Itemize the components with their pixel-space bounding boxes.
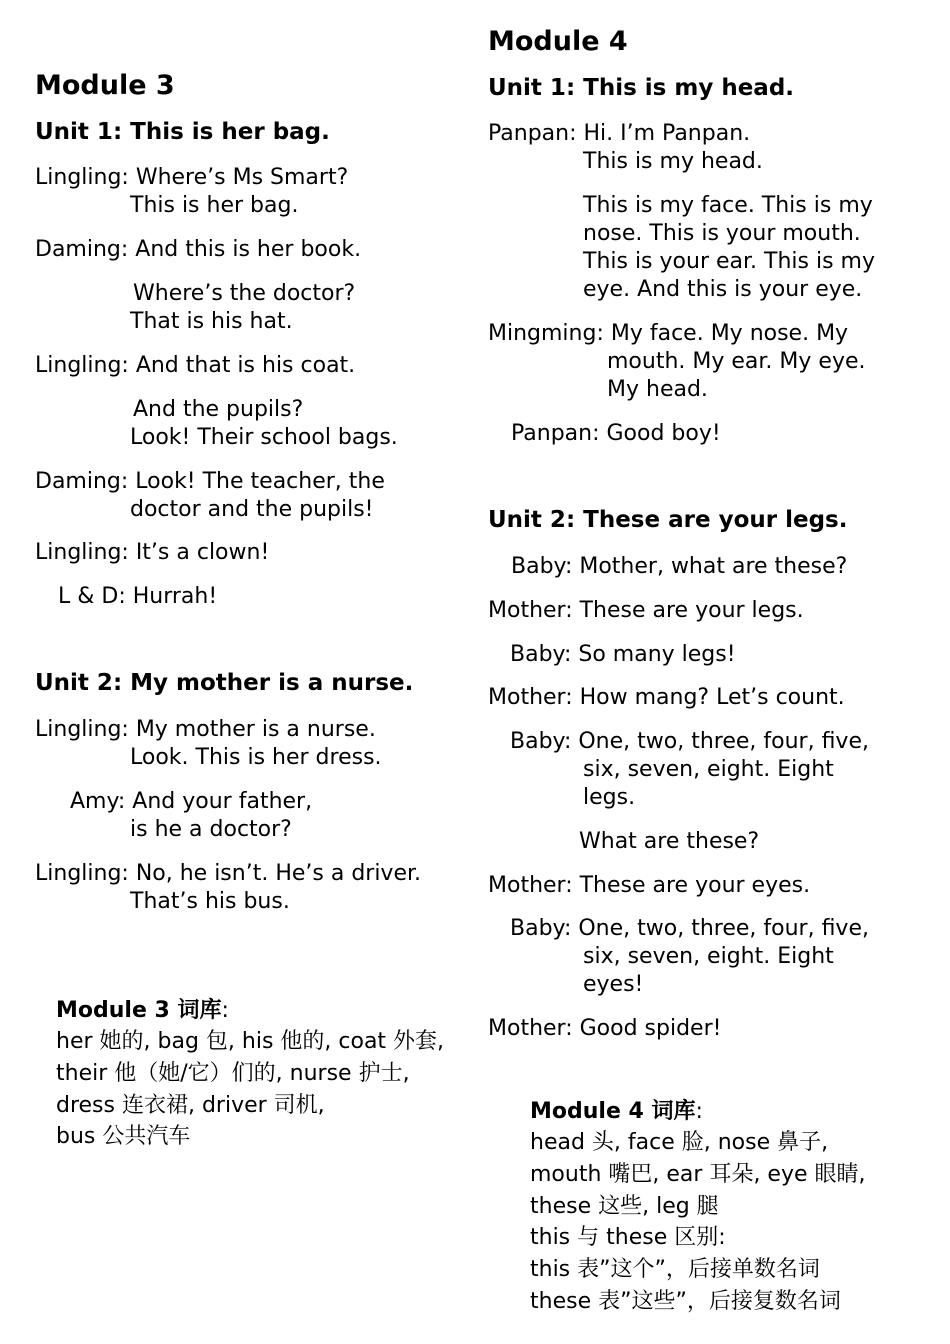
m3-u2-line: Lingling: My mother is a nurse. <box>35 717 376 742</box>
m3-unit2-title: Unit 2: My mother is a nurse. <box>35 670 414 696</box>
m4-u2-line: Baby: One, two, three, four, five, <box>510 729 869 754</box>
m3-u2-line: Look. This is her dress. <box>130 745 382 770</box>
m4-u2-line: Baby: One, two, three, four, five, <box>510 916 869 941</box>
m3-u1-line: This is her bag. <box>130 193 299 218</box>
m4-u2-line: Baby: Mother, what are these? <box>511 554 848 579</box>
m4-vocab-line: this 与 these 区别: <box>530 1225 726 1250</box>
m4-u2-line: Mother: How mang? Let’s count. <box>488 685 845 710</box>
m3-u1-line: And the pupils? <box>133 397 304 422</box>
m4-u2-line: What are these? <box>579 829 760 854</box>
m3-u1-line: Look! Their school bags. <box>130 425 398 450</box>
m4-u1-line: nose. This is your mouth. <box>583 221 861 246</box>
m4-u1-line: Panpan: Hi. I’m Panpan. <box>488 121 751 146</box>
m3-u1-line: Where’s the doctor? <box>133 281 356 306</box>
m4-u1-line: Panpan: Good boy! <box>511 421 721 446</box>
m4-u1-line: This is my face. This is my <box>583 193 873 218</box>
m4-unit2-title: Unit 2: These are your legs. <box>488 507 848 533</box>
m3-u2-line: Amy: And your father, <box>70 789 313 814</box>
m3-u1-line: Lingling: Where’s Ms Smart? <box>35 165 349 190</box>
m3-vocab-line: dress 连衣裙, driver 司机, <box>56 1093 325 1118</box>
m4-u2-line: Mother: These are your legs. <box>488 598 804 623</box>
m4-unit1-title: Unit 1: This is my head. <box>488 75 795 101</box>
m3-u2-line: Lingling: No, he isn’t. He’s a driver. <box>35 861 422 886</box>
m3-u2-line: That’s his bus. <box>130 889 290 914</box>
m4-u1-line: Mingming: My face. My nose. My <box>488 321 849 346</box>
m4-vocab-line: mouth 嘴巴, ear 耳朵, eye 眼睛, <box>530 1162 866 1187</box>
m4-vocab-heading <box>530 1096 703 1128</box>
m3-vocab-heading <box>56 995 229 1027</box>
m4-vocab-heading-text: Module 4 词库 <box>530 1099 696 1124</box>
m3-unit1-title: Unit 1: This is her bag. <box>35 119 330 145</box>
m3-vocab-line: her 她的, bag 包, his 他的, coat 外套, <box>56 1029 445 1054</box>
m3-u1-line: Lingling: It’s a clown! <box>35 540 270 565</box>
module4-title: Module 4 <box>488 26 628 57</box>
m4-u2-line: Baby: So many legs! <box>510 642 736 667</box>
m4-u1-line: mouth. My ear. My eye. <box>607 349 866 374</box>
m4-u2-line: legs. <box>583 785 636 810</box>
m3-u1-line: Daming: And this is her book. <box>35 237 362 262</box>
m3-vocab-line: their 他（她/它）们的, nurse 护士, <box>56 1061 410 1086</box>
m3-vocab-colon: : <box>221 998 229 1023</box>
m3-u2-line: is he a doctor? <box>130 817 292 842</box>
m4-vocab-line: head 头, face 脸, nose 鼻子, <box>530 1130 829 1155</box>
m4-u2-line: six, seven, eight. Eight <box>583 757 834 782</box>
module3-title: Module 3 <box>35 70 175 101</box>
m4-u2-line: Mother: Good spider! <box>488 1016 722 1041</box>
m3-u1-line: doctor and the pupils! <box>130 497 374 522</box>
m3-vocab-line: bus 公共汽车 <box>56 1124 191 1149</box>
m3-u1-line: L & D: Hurrah! <box>58 584 218 609</box>
m3-vocab-heading-text: Module 3 词库 <box>56 998 222 1023</box>
m4-u1-line: eye. And this is your eye. <box>583 277 863 302</box>
m4-vocab-line: these 表”这些”，后接复数名词 <box>530 1289 841 1314</box>
m3-u1-line: That is his hat. <box>130 309 293 334</box>
m4-u2-line: eyes! <box>583 972 644 997</box>
m4-u2-line: Mother: These are your eyes. <box>488 873 811 898</box>
m4-vocab-line: these 这些, leg 腿 <box>530 1194 719 1219</box>
m4-u2-line: six, seven, eight. Eight <box>583 944 834 969</box>
m4-u1-line: This is my head. <box>583 149 763 174</box>
m4-vocab-line: this 表”这个”，后接单数名词 <box>530 1257 820 1282</box>
m3-u1-line: Daming: Look! The teacher, the <box>35 469 385 494</box>
m4-u1-line: My head. <box>607 377 708 402</box>
m4-vocab-colon: : <box>695 1099 703 1124</box>
m4-u1-line: This is your ear. This is my <box>583 249 875 274</box>
m3-u1-line: Lingling: And that is his coat. <box>35 353 356 378</box>
